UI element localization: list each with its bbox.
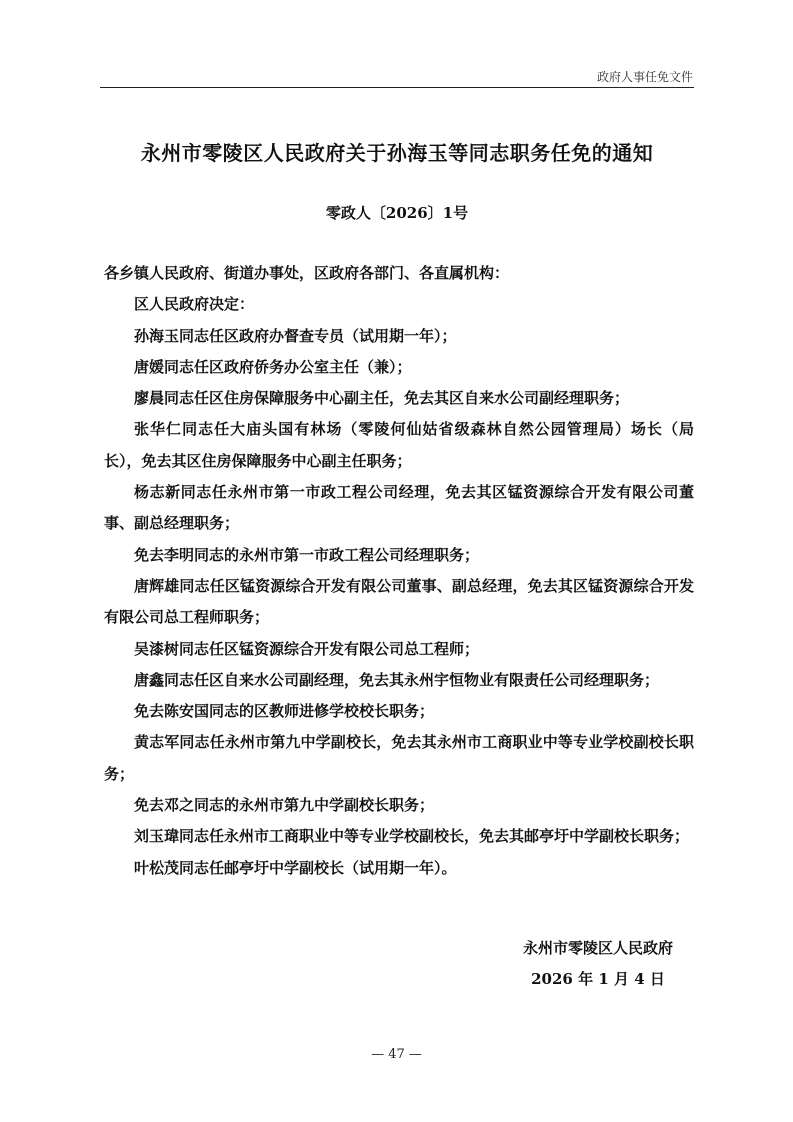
body-paragraph: 杨志新同志任永州市第一市政工程公司经理，免去其区锰资源综合开发有限公司董事、副总经理职务；: [104, 483, 694, 533]
body-paragraph: 叶松茂同志任邮亭圩中学副校长（试用期一年）。: [134, 858, 457, 877]
issue-date: 2026 年 1 月 4 日: [531, 970, 665, 988]
body-paragraph: 刘玉瑋同志任永州市工商职业中等专业学校副校长，免去其邮亭圩中学副校长职务；: [134, 827, 690, 846]
body-paragraph: 廖晨同志任区住房保障服务中心副主任，免去其区自来水公司副经理职务；: [134, 389, 630, 408]
page-number: — 47 —: [371, 1047, 422, 1062]
body-paragraph: 区人民政府决定：: [134, 295, 255, 314]
document-number: 零政人〔2026〕1号: [325, 204, 469, 222]
header-divider: [100, 87, 694, 88]
body-paragraph: 吴漆树同志任区锰资源综合开发有限公司总工程师；: [134, 639, 480, 658]
issuer-name: 永州市零陵区人民政府: [522, 939, 673, 957]
document-body: [104, 258, 694, 884]
signature-block: [523, 933, 673, 995]
document-category-label: 政府人事任免文件: [596, 70, 693, 84]
body-paragraph: 唐辉雄同志任区锰资源综合开发有限公司董事、副总经理，免去其区锰资源综合开发有限公司总工程师职务；: [104, 576, 694, 627]
body-paragraph: 免去李明同志的永州市第一市政工程公司经理职务；: [134, 545, 480, 564]
body-paragraph: 唐媛同志任区政府侨务办公室主任（兼）；: [134, 357, 412, 376]
body-paragraph: 黄志军同志任永州市第九中学副校长，免去其永州市工商职业中等专业学校副校长职务；: [104, 733, 694, 783]
body-paragraph: 张华仁同志任大庙头国有林场（零陵何仙姑省级森林自然公园管理局）场长（局长），免去其区住房保障服务中心副主任职务；: [104, 420, 694, 470]
salutation: 各乡镇人民政府、街道办事处，区政府各部门、各直属机构：: [104, 264, 510, 282]
body-paragraph: 唐鑫同志任区自来水公司副经理，免去其永州宇恒物业有限责任公司经理职务；: [134, 670, 660, 689]
document-title: 永州市零陵区人民政府关于孙海玉等同志职务任免的通知: [140, 141, 654, 165]
body-paragraph: 免去邓之同志的永州市第九中学副校长职务；: [134, 796, 435, 815]
body-paragraph: 孙海玉同志任区政府办督查专员（试用期一年）；: [134, 326, 457, 345]
body-paragraph: 免去陈安国同志的区教师进修学校校长职务；: [134, 702, 435, 721]
